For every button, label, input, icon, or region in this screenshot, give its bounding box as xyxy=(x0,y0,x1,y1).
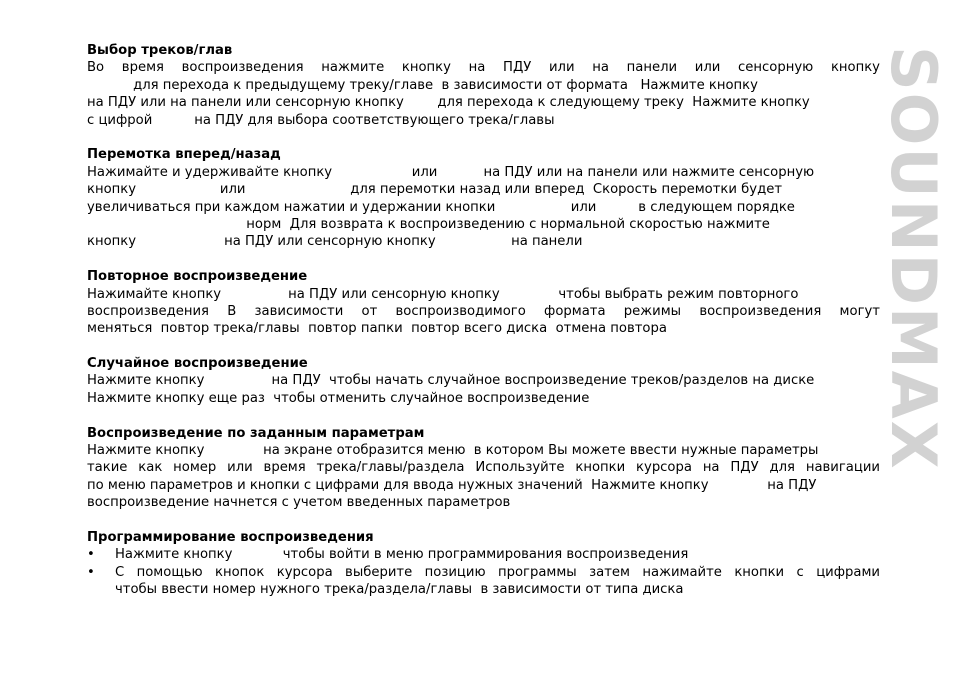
paragraph-line: по меню параметров и кнопки с цифрами для ввода нужных значений Нажмите кнопку на ПДУ xyxy=(87,477,817,493)
paragraph-line: воспроизведение начнется с учетом введенных параметров xyxy=(87,495,511,511)
paragraph-line: Во время воспроизведения нажмите кнопку на ПДУ или на панели или сенсорную кнопку xyxy=(87,60,880,76)
paragraph-line: воспроизведения В зависимости от воспроизводимого формата режимы воспроизведения могут xyxy=(87,303,880,319)
section-program-playback xyxy=(87,529,880,599)
section-heading: Воспроизведение по заданным параметрам xyxy=(87,425,425,441)
bullet-item xyxy=(87,546,880,563)
paragraph-line: Нажмите кнопку еще раз чтобы отменить случайное воспроизведение xyxy=(87,390,590,406)
bullet-symbol: • xyxy=(87,547,95,563)
paragraph-line: норм Для возврата к воспроизведению с нормальной скоростью нажмите xyxy=(87,216,770,232)
section-heading: Случайное воспроизведение xyxy=(87,356,308,372)
section-heading: Повторное воспроизведение xyxy=(87,269,308,285)
paragraph-line: на ПДУ или на панели или сенсорную кнопку для перехода к следующему треку Нажмите кнопку xyxy=(87,95,810,111)
paragraph-line: для перехода к предыдущему треку/главе в зависимости от формата Нажмите кнопку xyxy=(87,77,758,93)
paragraph-line: кнопку на ПДУ или сенсорную кнопку на панели xyxy=(87,234,583,250)
bullet-symbol: • xyxy=(87,564,95,580)
paragraph-line: с цифрой на ПДУ для выбора соответствующего трека/главы xyxy=(87,112,555,128)
paragraph-line: увеличиваться при каждом нажатии и удержании кнопки или в следующем порядке xyxy=(87,199,795,215)
paragraph-line: кнопку или для перемотки назад или вперед Скорость перемотки будет xyxy=(87,182,783,198)
bullet-line: чтобы ввести номер нужного трека/раздела/главы в зависимости от типа диска xyxy=(115,582,684,598)
brand-logo-text: SOUNDMAX xyxy=(877,46,950,471)
bullet-line: С помощью кнопок курсора выберите позицию программы затем нажимайте кнопки с цифрами xyxy=(115,564,880,580)
section-repeat-playback xyxy=(87,268,880,338)
section-track-selection xyxy=(87,42,880,129)
section-random-playback xyxy=(87,355,880,407)
section-parameter-playback xyxy=(87,425,880,512)
section-fast-forward-rewind xyxy=(87,146,880,250)
paragraph-line: меняться повтор трека/главы повтор папки повтор всего диска отмена повтора xyxy=(87,321,667,337)
section-heading: Перемотка вперед/назад xyxy=(87,147,281,163)
paragraph-line: Нажмите кнопку на ПДУ чтобы начать случайное воспроизведение треков/разделов на диске xyxy=(87,373,815,389)
paragraph-line: Нажмите кнопку на экране отобразится меню в котором Вы можете ввести нужные параметры xyxy=(87,443,819,459)
paragraph-line: Нажимайте кнопку на ПДУ или сенсорную кнопку чтобы выбрать режим повторного xyxy=(87,286,799,302)
bullet-line: Нажмите кнопку чтобы войти в меню программирования воспроизведения xyxy=(115,547,689,563)
paragraph-line: Нажимайте и удерживайте кнопку или на ПДУ или на панели или нажмите сенсорную xyxy=(87,164,815,180)
paragraph-line: такие как номер или время трека/главы/раздела Используйте кнопки курсора на ПДУ для навигации xyxy=(87,460,880,476)
brand-logo xyxy=(877,46,950,606)
bullet-item xyxy=(87,564,880,599)
page-content xyxy=(87,42,880,616)
section-heading: Программирование воспроизведения xyxy=(87,530,374,546)
section-heading: Выбор треков/глав xyxy=(87,43,233,58)
